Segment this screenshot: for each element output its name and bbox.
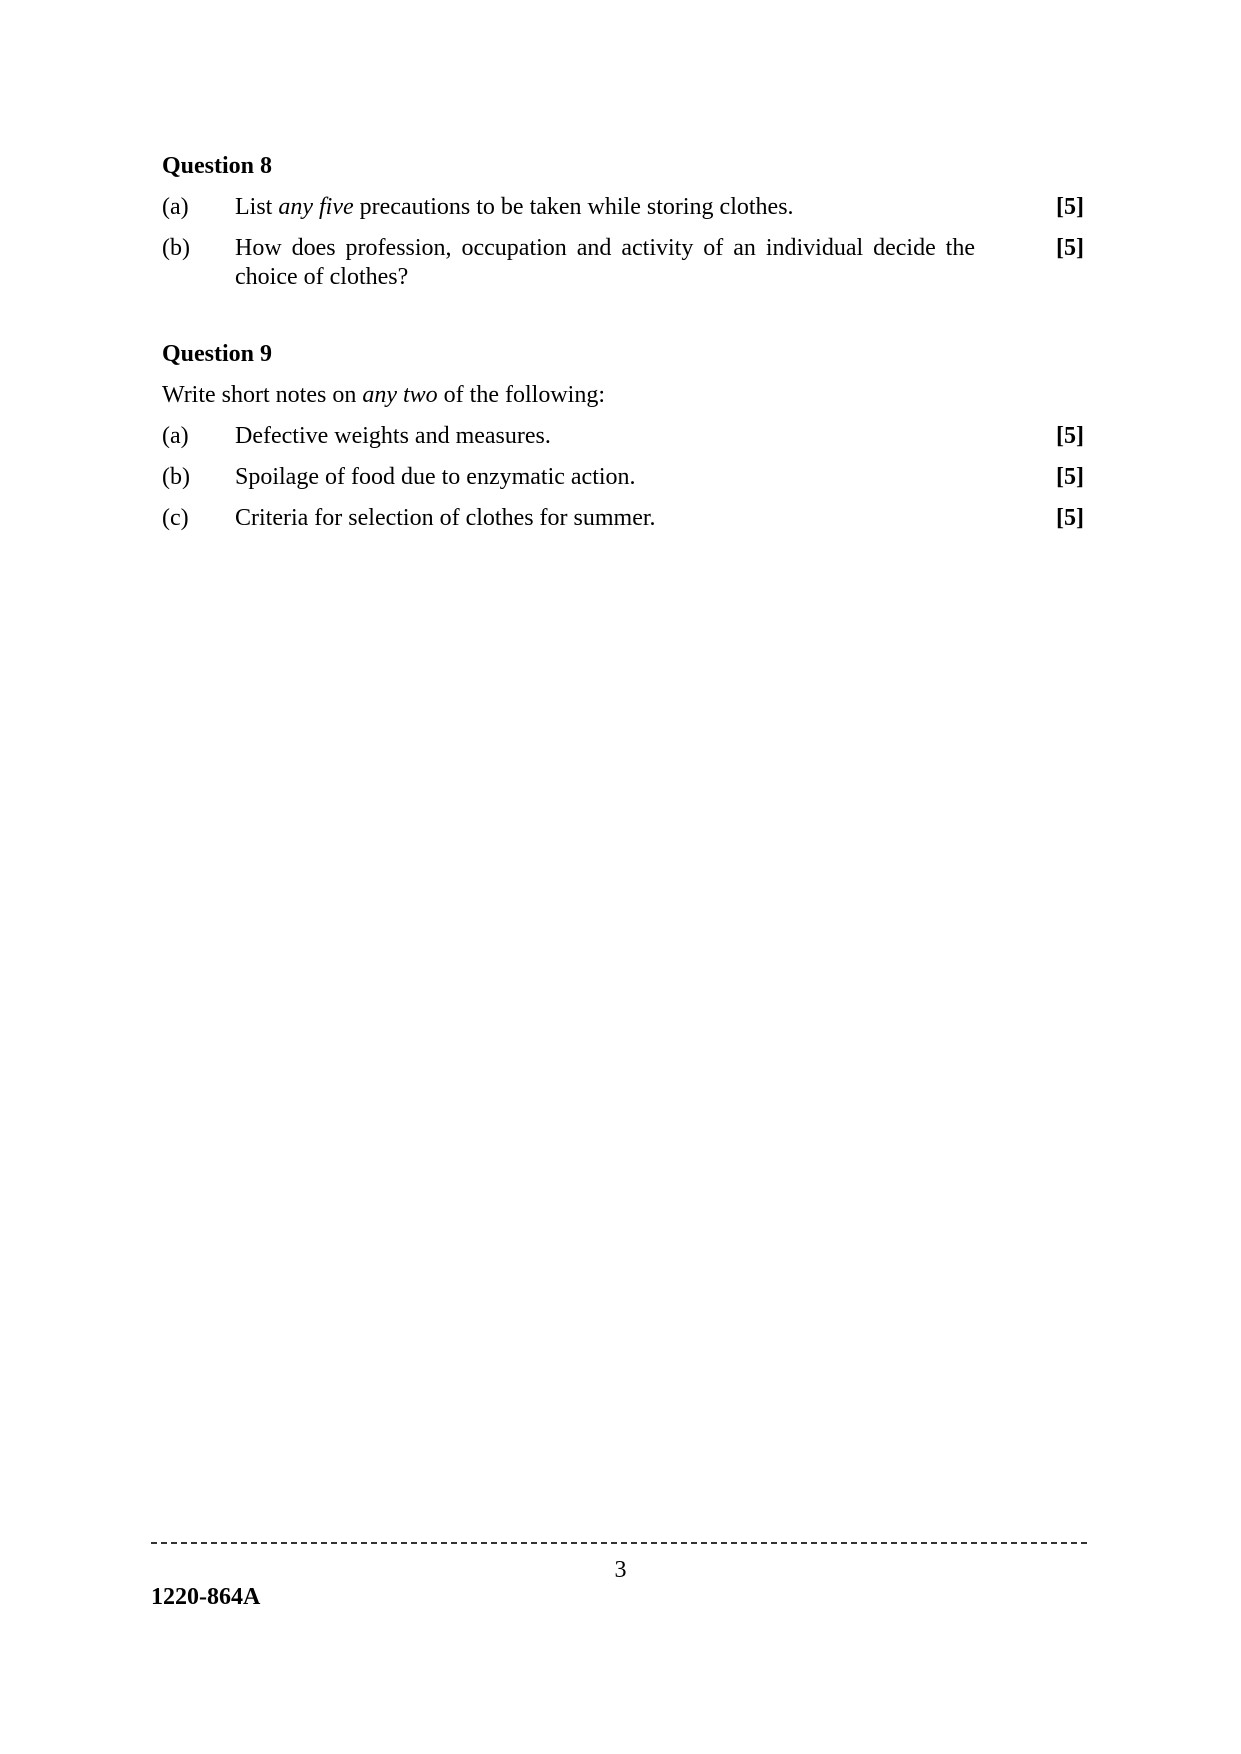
marks-badge: [5] xyxy=(1056,235,1084,261)
intro-segment: Write short notes on xyxy=(162,382,363,408)
marks-badge: [5] xyxy=(1056,464,1084,490)
part-text xyxy=(235,193,975,222)
intro-segment: of the following: xyxy=(437,382,605,408)
part-text-emphasis: any five xyxy=(278,194,354,220)
footer-divider xyxy=(151,1542,1087,1544)
part-label: (b) xyxy=(162,464,190,490)
paper-code: 1220-864A xyxy=(151,1584,261,1610)
marks-badge: [5] xyxy=(1056,194,1084,220)
part-text-segment: precautions to be taken while storing clothes. xyxy=(353,194,794,220)
part-text: How does profession, occupation and activity of an individual decide the choice of clothes? xyxy=(235,235,975,290)
question-9-heading: Question 9 xyxy=(162,341,273,367)
page-number: 3 xyxy=(614,1557,627,1583)
marks-badge: [5] xyxy=(1056,505,1084,531)
part-label: (c) xyxy=(162,505,189,531)
part-text: Criteria for selection of clothes for summer. xyxy=(235,505,656,531)
part-text: Defective weights and measures. xyxy=(235,423,551,449)
intro-emphasis: any two xyxy=(362,382,438,408)
part-label: (a) xyxy=(162,423,189,449)
marks-badge: [5] xyxy=(1056,423,1084,449)
question-9-intro xyxy=(162,381,605,409)
question-8-heading: Question 8 xyxy=(162,153,273,179)
part-label: (a) xyxy=(162,194,189,220)
part-text: Spoilage of food due to enzymatic action. xyxy=(235,464,636,490)
part-label: (b) xyxy=(162,235,190,261)
part-text-segment: List xyxy=(235,194,279,220)
